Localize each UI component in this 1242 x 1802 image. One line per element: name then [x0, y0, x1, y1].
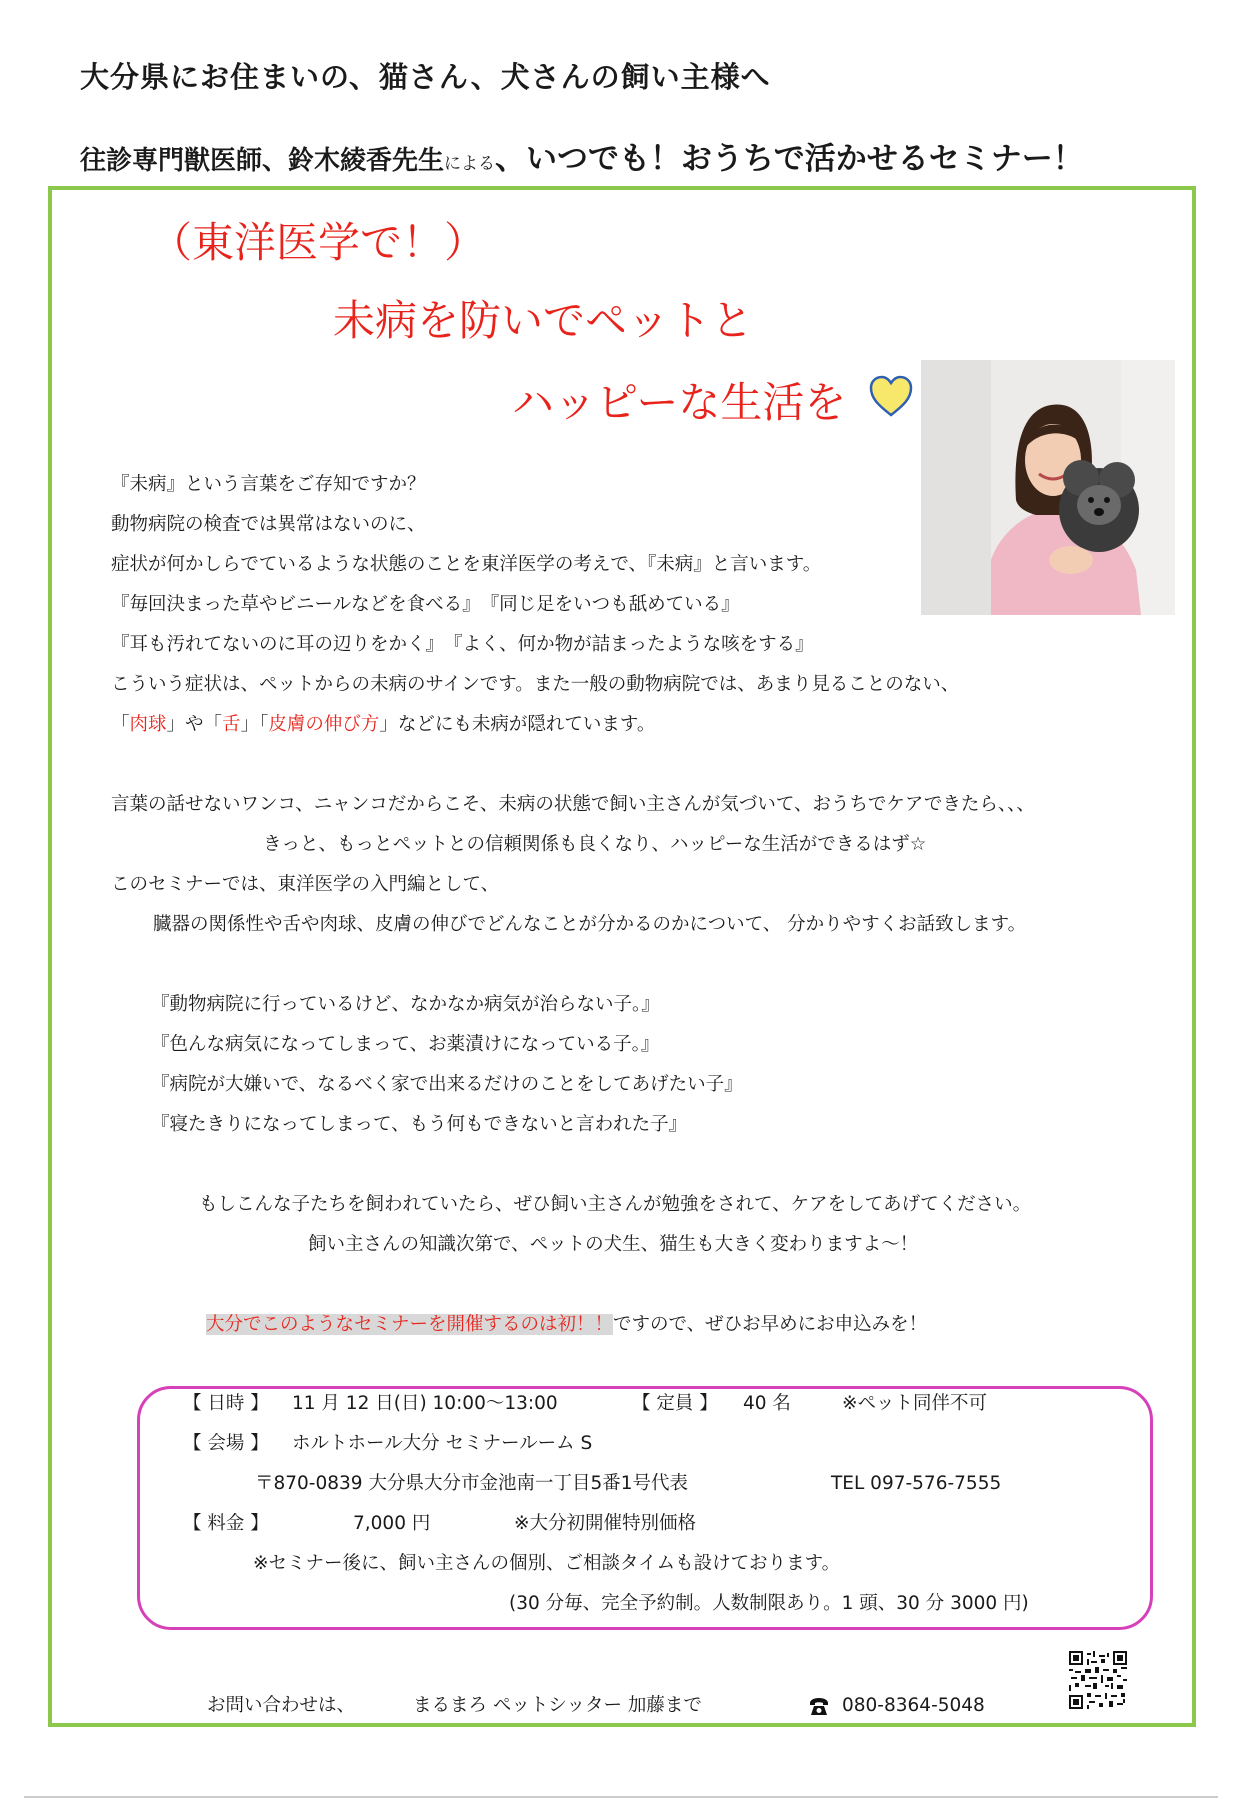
header-line-2-b: 、いつでも！おうちで活かせるセミナー！: [495, 141, 1084, 177]
capacity-value: 40 名: [743, 1393, 791, 1414]
pet-note: ※ペット同伴不可: [842, 1393, 988, 1414]
intro-line-7-end: 」などにも未病が隠れています。: [379, 714, 656, 735]
quote-1: 『動物病院に行っているけど、なかなか病気が治らない子。』: [151, 994, 660, 1015]
closing-line-1: もしこんな子たちを飼われていたら、ぜひ飼い主さんが勉強をされて、ケアをしてあげてください。: [199, 1194, 1032, 1215]
heart-icon: [868, 374, 914, 418]
body-line-4: 臓器の関係性や舌や肉球、皮膚の伸びでどんなことが分かるのかについて、 分かりやすくお話致します。: [153, 914, 1027, 935]
intro-line-1: 『未病』という言葉をご存知ですか？: [111, 474, 426, 495]
contact-name: まるまろ ペットシッター 加藤まで: [413, 1695, 702, 1716]
keyword-skin-stretch: 皮膚の伸び方: [268, 714, 380, 735]
closing-line-3: [206, 1316, 927, 1335]
keyword-paw-pad: 肉球: [129, 714, 167, 735]
intro-line-7-mid1: 」や「: [166, 714, 223, 735]
venue-address: 〒870-0839 大分県大分市金池南一丁目5番1号代表: [255, 1473, 688, 1494]
consult-note: ※セミナー後に、飼い主さんの個別、ご相談タイムも設けております。: [253, 1553, 841, 1574]
title-line-3: ハッピーな生活を: [512, 378, 847, 427]
phone-icon: [808, 1697, 830, 1717]
header-line-1: 大分県にお住まいの、猫さん、犬さんの飼い主様へ: [80, 60, 771, 94]
body-line-3: このセミナーでは、東洋医学の入門編として、: [111, 874, 500, 895]
keyword-tongue: 舌: [222, 714, 241, 735]
title-line-1: （東洋医学で！）: [150, 218, 487, 267]
fee-value: 7,000 円: [353, 1513, 431, 1534]
body-line-2: きっと、もっとペットとの信頼関係も良くなり、ハッピーな生活ができるはず☆: [263, 834, 927, 855]
fee-note: ※大分初開催特別価格: [514, 1513, 697, 1534]
header-line-2-small: による: [444, 154, 496, 174]
vet-with-dog-photo: [921, 360, 1175, 615]
venue-value: ホルトホール大分 セミナールーム S: [292, 1433, 593, 1454]
bottom-divider: [24, 1796, 1218, 1798]
date-value: 11 月 12 日(日) 10:00～13:00: [292, 1393, 558, 1414]
venue-label: 【 会場 】: [183, 1433, 269, 1454]
quote-4: 『寝たきりになってしまって、もう何もできないと言われた子』: [151, 1114, 688, 1135]
intro-line-4: 『毎回決まった草やビニールなどを食べる』 『同じ足をいつも舐めている』: [111, 594, 740, 615]
fee-label: 【 料金 】: [183, 1513, 269, 1534]
first-seminar-highlight: 大分でこのようなセミナーを開催するのは初！！: [206, 1314, 614, 1335]
intro-line-5: 『耳も汚れてないのに耳の辺りをかく』 『よく、何か物が詰まったような咳をする』: [111, 634, 814, 655]
quote-3: 『病院が大嫌いで、なるべく家で出来るだけのことをしてあげたい子』: [151, 1074, 743, 1095]
intro-line-3: 症状が何かしらでているような状態のことを東洋医学の考えで、『未病』と言います。: [111, 554, 822, 575]
quote-2: 『色んな病気になってしまって、お薬漬けになっている子。』: [151, 1034, 660, 1055]
intro-line-7: [111, 716, 655, 735]
header-line-2-a: 往診専門獣医師、鈴木綾香先生: [80, 146, 445, 176]
intro-line-6: こういう症状は、ペットからの未病のサインです。また一般の動物病院では、あまり見ることのない、: [111, 674, 960, 695]
intro-line-7-open: 「: [111, 714, 130, 735]
intro-line-7-mid2: 」「: [240, 714, 269, 735]
body-line-1: 言葉の話せないワンコ、ニャンコだからこそ、未病の状態で飼い主さんが気づいて、おうちでケアできたら、、、: [111, 794, 1035, 815]
qr-code-icon: [1069, 1651, 1127, 1709]
contact-prefix: お問い合わせは、: [207, 1695, 356, 1716]
closing-line-2: 飼い主さんの知識次第で、ペットの犬生、猫生も大きく変わりますよ～！: [308, 1234, 919, 1255]
closing-line-3-after: ですので、ぜひお早めにお申込みを！: [613, 1314, 928, 1335]
date-label: 【 日時 】: [183, 1393, 269, 1414]
title-line-2: 未病を防いでペットと: [333, 296, 754, 345]
intro-line-2: 動物病院の検査では異常はないのに、: [111, 514, 426, 535]
contact-phone: 080-8364-5048: [842, 1695, 985, 1716]
venue-tel: TEL 097-576-7555: [831, 1473, 1002, 1494]
consult-detail: (30 分毎、完全予約制。人数制限あり。1 頭、30 分 3000 円): [509, 1593, 1029, 1614]
header-line-2: [80, 133, 1084, 178]
capacity-label: 【 定員 】: [632, 1393, 718, 1414]
